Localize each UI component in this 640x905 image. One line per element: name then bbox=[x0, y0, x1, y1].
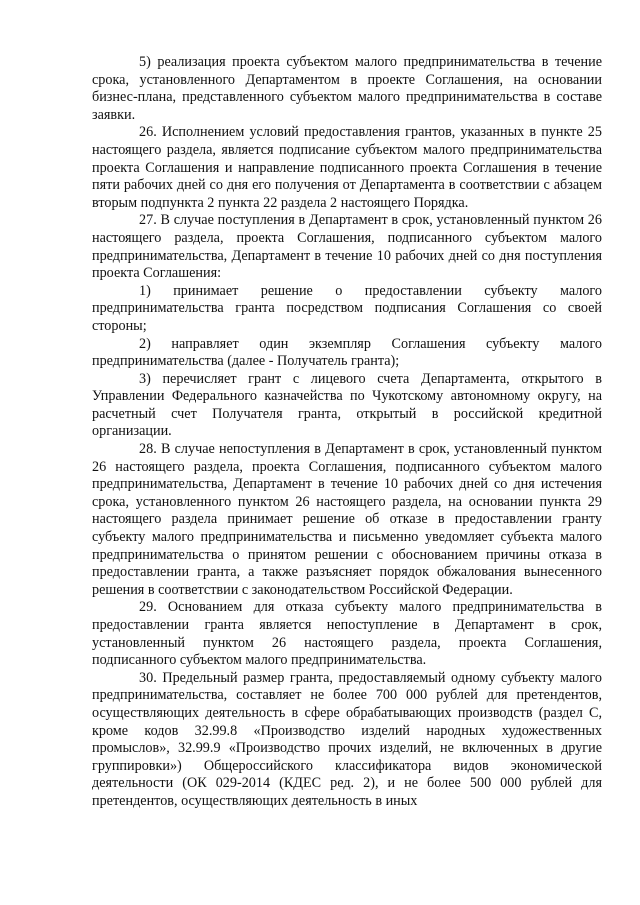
document-page bbox=[92, 54, 602, 811]
paragraph-5: 5) реализация проекта субъектом малого предпринимательства в течение срока, установленного Департаментом в проекте Соглашения, на основании бизнес-плана, представленного субъектом малого предпринимательства в составе заявки. bbox=[92, 54, 602, 123]
paragraph-26: 26. Исполнением условий предоставления грантов, указанных в пункте 25 настоящего раздела, является подписание субъектом малого предпринимательства проекта Соглашения и направление подписанного проекта Соглашения в течение пяти рабочих дней со дня его получения от Департамента в соответствии с абзацем вторым подпункта 2 пункта 22 раздела 2 настоящего Порядка. bbox=[92, 124, 602, 211]
paragraph-29: 29. Основанием для отказа субъекту малого предпринимательства в предоставлении гранта является непоступление в Департамент в срок, установленный пунктом 26 настоящего раздела, проекта Соглашения, подписанного субъектом малого предпринимательства. bbox=[92, 599, 602, 669]
paragraph-27-item-3: 3) перечисляет грант с лицевого счета Департамента, открытого в Управлении Федерального казначейства по Чукотскому автономному округу, на расчетный счет Получателя гранта, открытый в российской кредитной организации. bbox=[92, 370, 602, 440]
paragraph-27-item-1: 1) принимает решение о предоставлении субъекту малого предпринимательства гранта посредством подписания Соглашения со своей стороны; bbox=[92, 282, 602, 334]
paragraph-27: 27. В случае поступления в Департамент в срок, установленный пунктом 26 настоящего раздела, проекта Соглашения, подписанного субъектом малого предпринимательства, Департамент в течение 10 рабочих дней со дня поступления проекта Соглашения: bbox=[92, 212, 602, 282]
paragraph-27-item-2: 2) направляет один экземпляр Соглашения субъекту малого предпринимательства (далее - Получатель гранта); bbox=[92, 335, 602, 370]
paragraph-30: 30. Предельный размер гранта, предоставляемый одному субъекту малого предпринимательства, составляет не более 700 000 рублей для претендентов, осуществляющих деятельность в сфере обрабатывающих производств (раздел С, кроме кодов 32.99.8 «Производство изделий народных художественных промыслов», 32.99.9 «Производство прочих изделий, не включенных в другие группировки») Общероссийского классификатора видов экономической деятельности (ОК 029-2014 (КДЕС ред. 2), и не более 500 000 рублей для претендентов, осуществляющих деятельность в иных bbox=[92, 669, 602, 809]
paragraph-28: 28. В случае непоступления в Департамент в срок, установленный пунктом 26 настоящего раздела, проекта Соглашения, подписанного субъектом малого предпринимательства, Департамент в течение 10 рабочих дней со дня истечения срока, установленного пунктом 26 настоящего раздела, на основании пункта 29 настоящего раздела принимает решение об отказе в предоставлении гранту субъекту малого предпринимательства и письменно уведомляет субъекта малого предпринимательства о принятом решении с обоснованием причины отказа в предоставлении гранта, а также разъясняет порядок обжалования вынесенного решения в соответствии с законодательством Российской Федерации. bbox=[92, 441, 602, 598]
